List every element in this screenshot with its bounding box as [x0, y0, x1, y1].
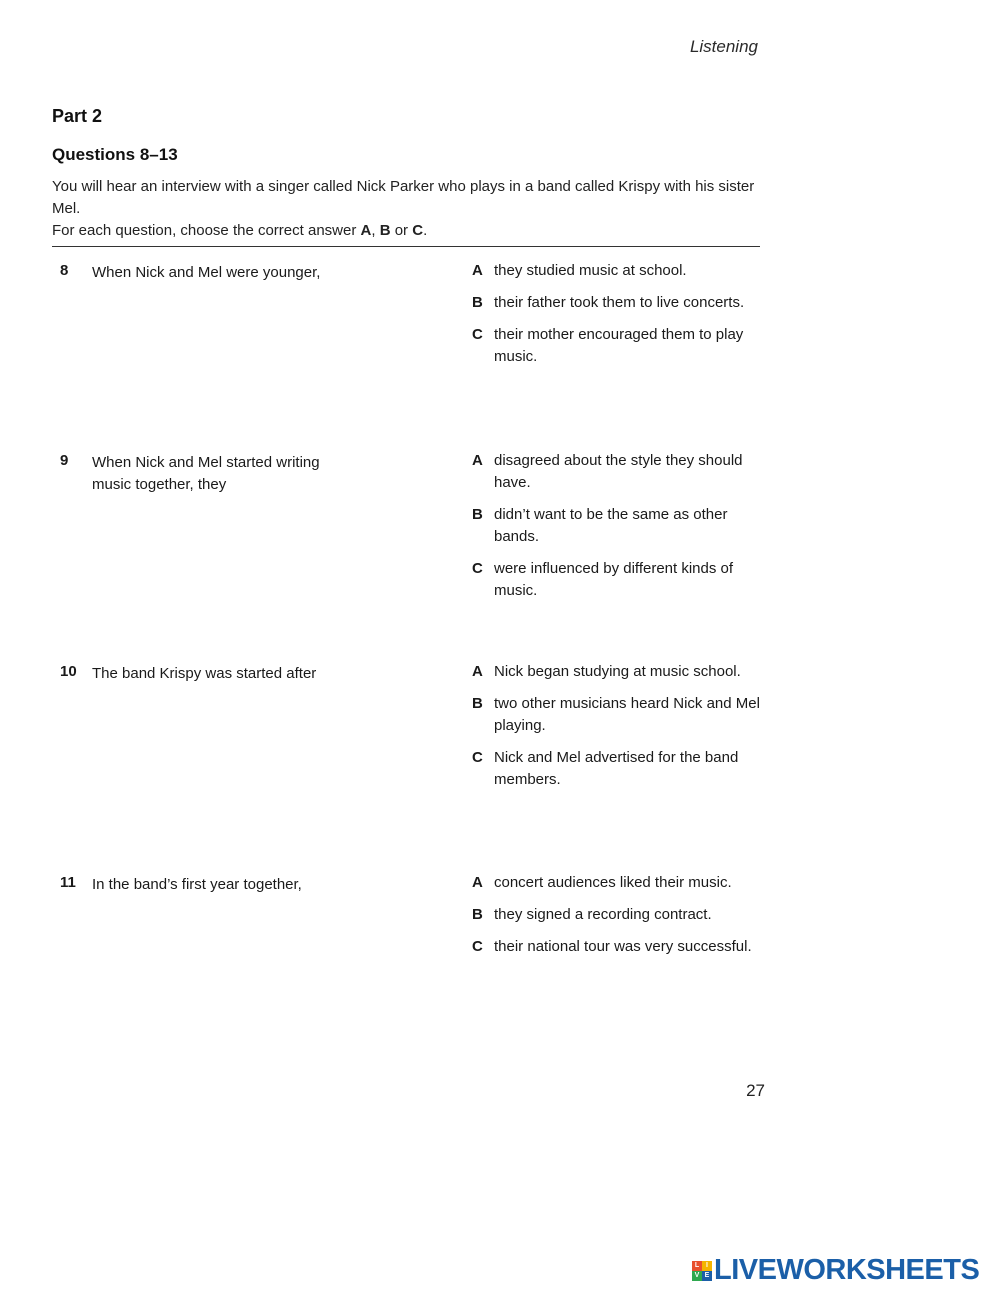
option-letter: C: [472, 560, 483, 577]
option-a[interactable]: [472, 260, 772, 282]
answer-options: [472, 450, 772, 612]
option-text: Nick began studying at music school.: [494, 663, 741, 680]
question-stem: In the band’s first year together,: [92, 876, 302, 893]
questions-range-title: Questions 8–13: [52, 145, 178, 164]
option-a[interactable]: [472, 661, 772, 683]
option-letter: C: [472, 749, 483, 766]
answer-options: [472, 260, 772, 378]
option-b[interactable]: [472, 904, 772, 926]
question-number: 11: [60, 874, 76, 891]
option-letter: A: [472, 874, 483, 891]
answer-options: [472, 661, 772, 801]
option-letter: C: [472, 938, 483, 955]
question-number: 8: [60, 262, 69, 279]
instructions-separator: ,: [371, 222, 380, 239]
question-stem: When Nick and Mel started writing music together, they: [92, 454, 320, 493]
instructions-period: .: [423, 222, 428, 239]
option-letter: C: [472, 326, 483, 343]
answer-options: [472, 872, 772, 968]
page-number: 27: [746, 1081, 765, 1100]
option-letter: B: [472, 506, 483, 523]
option-text: their father took them to live concerts.: [494, 294, 745, 311]
logo-cell: I: [702, 1261, 712, 1271]
option-letter: A: [472, 262, 483, 279]
option-text: they studied music at school.: [494, 262, 687, 279]
instructions-line-2: [52, 220, 762, 242]
liveworksheets-logo-icon: [692, 1261, 712, 1281]
logo-cell: V: [692, 1271, 702, 1281]
option-a[interactable]: [472, 872, 772, 894]
question-stem: The band Krispy was started after: [92, 665, 317, 682]
option-c[interactable]: [472, 324, 772, 368]
option-c[interactable]: [472, 747, 772, 791]
option-letter: B: [472, 695, 483, 712]
divider: [52, 246, 760, 247]
option-text: they signed a recording contract.: [494, 906, 712, 923]
option-b[interactable]: [472, 693, 772, 737]
instructions-text: For each question, choose the correct answer: [52, 222, 361, 239]
logo-cell: E: [702, 1271, 712, 1281]
option-letter: B: [472, 294, 483, 311]
instructions-or: or: [390, 222, 413, 239]
instructions-line-1: You will hear an interview with a singer called Nick Parker who plays in a band called Krispy with his sister Mel.: [52, 178, 755, 217]
option-text: two other musicians heard Nick and Mel playing.: [494, 695, 760, 734]
option-text: were influenced by different kinds of music.: [494, 560, 734, 599]
option-text: their mother encouraged them to play music.: [494, 326, 744, 365]
option-text: didn’t want to be the same as other bands.: [494, 506, 728, 545]
instructions-letter-b: B: [379, 222, 391, 239]
option-b[interactable]: [472, 504, 772, 548]
option-text: concert audiences liked their music.: [494, 874, 732, 891]
option-c[interactable]: [472, 936, 772, 958]
option-a[interactable]: [472, 450, 772, 494]
option-letter: B: [472, 906, 483, 923]
option-letter: A: [472, 663, 483, 680]
question-number: 9: [60, 452, 69, 469]
question-number: 10: [60, 663, 77, 680]
liveworksheets-brand[interactable]: [692, 1254, 979, 1287]
option-text: disagreed about the style they should have.: [494, 452, 743, 491]
instructions: [52, 176, 762, 242]
logo-cell: L: [692, 1261, 702, 1271]
option-c[interactable]: [472, 558, 772, 602]
section-label: Listening: [689, 37, 758, 56]
option-text: Nick and Mel advertised for the band members.: [494, 749, 739, 788]
option-letter: A: [472, 452, 483, 469]
instructions-letter-c: C: [412, 222, 424, 239]
instructions-letter-a: A: [360, 222, 372, 239]
option-text: their national tour was very successful.: [494, 938, 752, 955]
part-title: Part 2: [52, 106, 103, 126]
option-b[interactable]: [472, 292, 772, 314]
question-stem: When Nick and Mel were younger,: [92, 264, 321, 281]
brand-wordmark: LIVEWORKSHEETS: [714, 1254, 980, 1286]
